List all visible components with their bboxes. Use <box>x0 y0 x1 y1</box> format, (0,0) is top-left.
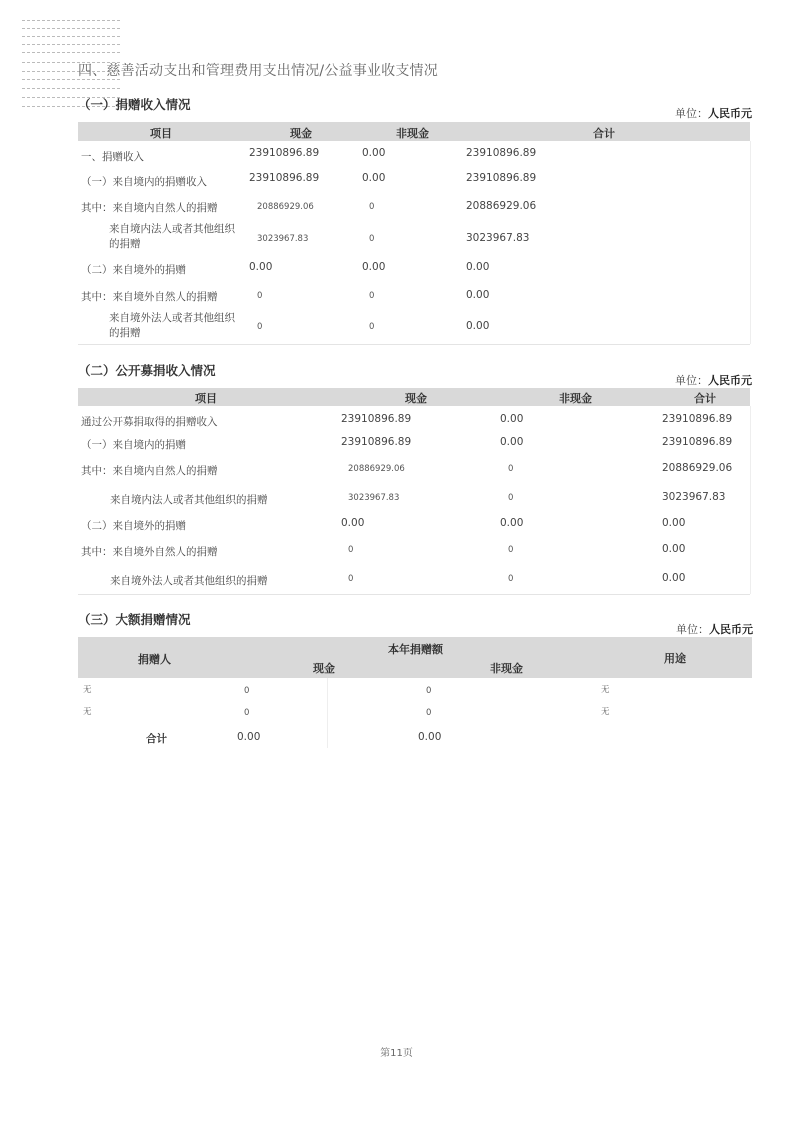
table-row-cash: 0 <box>257 322 263 332</box>
table-row-cash: 0 <box>244 686 250 696</box>
header-total: 合计 <box>694 392 716 405</box>
table-row-noncash: 0 <box>426 708 432 718</box>
page-number: 第11页 <box>380 1048 413 1059</box>
table-row-total: 0.00 <box>466 320 490 332</box>
header-donor: 捐赠人 <box>138 653 171 666</box>
table-row-noncash: 0.00 <box>500 436 524 448</box>
table-row-noncash: 0.00 <box>362 147 386 159</box>
table-row-cash: 3023967.83 <box>257 234 309 244</box>
header-cash: 现金 <box>313 662 335 675</box>
section1-unit: 单位：人民币元 <box>675 107 752 120</box>
table-row-cash: 0 <box>348 545 354 555</box>
table-row-total: 23910896.89 <box>466 172 537 184</box>
table-row-item: 一、捐赠收入 <box>81 151 144 163</box>
total-cash: 0.00 <box>237 731 261 743</box>
section3-table-header <box>78 637 752 678</box>
table-row-item: 来自境外法人或者其他组织的捐赠 <box>110 575 268 587</box>
table-row-total: 0.00 <box>662 517 686 529</box>
table-row-noncash: 0 <box>369 291 375 301</box>
table-row-noncash: 0.00 <box>362 172 386 184</box>
table-row-cash: 23910896.89 <box>341 413 412 425</box>
table-row-item: 其中：来自境内自然人的捐赠 <box>81 202 218 214</box>
section1-table-header <box>78 122 750 141</box>
table-row-noncash: 0.00 <box>362 261 386 273</box>
header-noncash: 非现金 <box>396 127 429 140</box>
table-row-noncash: 0 <box>508 574 514 584</box>
header-purpose: 用途 <box>664 652 686 665</box>
table-row-item: （一）来自境内的捐赠收入 <box>81 176 207 188</box>
table-row-total: 23910896.89 <box>662 436 733 448</box>
table-row-cash: 23910896.89 <box>249 147 320 159</box>
table-row-item: （二）来自境外的捐赠 <box>81 520 186 532</box>
table-row-total: 23910896.89 <box>466 147 537 159</box>
table-row-total: 23910896.89 <box>662 413 733 425</box>
table-row-cash: 20886929.06 <box>348 464 405 474</box>
table-row-item: 其中：来自境外自然人的捐赠 <box>81 546 218 558</box>
table-row-cash: 0.00 <box>341 517 365 529</box>
table-row-item: 来自境外法人或者其他组织的捐赠 <box>109 312 235 339</box>
section2-title: （二）公开募捐收入情况 <box>78 363 216 378</box>
table-row-total: 0.00 <box>466 261 490 273</box>
table-row-donor: 无 <box>83 685 92 695</box>
table-row-cash: 0 <box>244 708 250 718</box>
table-row-total: 20886929.06 <box>466 200 537 212</box>
table-row-noncash: 0 <box>369 202 375 212</box>
table-row-item: 通过公开募捐取得的捐赠收入 <box>81 416 218 428</box>
header-noncash: 非现金 <box>559 392 592 405</box>
table-row-item: 来自境内法人或者其他组织的捐赠 <box>109 223 235 250</box>
table-row-total: 3023967.83 <box>466 232 530 244</box>
table-row-purpose: 无 <box>601 707 610 717</box>
table-row-item: （二）来自境外的捐赠 <box>81 264 186 276</box>
table-row-item: 其中：来自境外自然人的捐赠 <box>81 291 218 303</box>
table-row-noncash: 0 <box>508 464 514 474</box>
table-row-total: 3023967.83 <box>662 491 726 503</box>
table-row-donor: 无 <box>83 707 92 717</box>
header-amount-group: 本年捐赠额 <box>388 643 443 656</box>
table-row-noncash: 0 <box>426 686 432 696</box>
header-item: 项目 <box>150 127 172 140</box>
table-row-item: （一）来自境内的捐赠 <box>81 439 186 451</box>
section2-table-header <box>78 388 750 406</box>
table-row-noncash: 0 <box>508 493 514 503</box>
section1-title: （一）捐赠收入情况 <box>78 97 191 112</box>
document-title: 四、慈善活动支出和管理费用支出情况/公益事业收支情况 <box>78 63 438 79</box>
table-row-noncash: 0 <box>369 322 375 332</box>
table-row-total: 0.00 <box>662 543 686 555</box>
section3-unit: 单位：人民币元 <box>676 623 753 636</box>
header-noncash: 非现金 <box>490 662 523 675</box>
section3-title: （三）大额捐赠情况 <box>78 612 191 627</box>
table-row-noncash: 0 <box>369 234 375 244</box>
table-row-cash: 0 <box>348 574 354 584</box>
header-cash: 现金 <box>290 127 312 140</box>
total-label: 合计 <box>146 733 167 745</box>
table-row-total: 0.00 <box>662 572 686 584</box>
header-cash: 现金 <box>405 392 427 405</box>
table-row-noncash: 0.00 <box>500 517 524 529</box>
table-row-total: 20886929.06 <box>662 462 733 474</box>
table-row-cash: 23910896.89 <box>249 172 320 184</box>
total-noncash: 0.00 <box>418 731 442 743</box>
header-item: 项目 <box>195 392 217 405</box>
header-total: 合计 <box>593 127 615 140</box>
table-row-cash: 0.00 <box>249 261 273 273</box>
table-row-total: 0.00 <box>466 289 490 301</box>
table-row-cash: 20886929.06 <box>257 202 314 212</box>
section2-unit: 单位：人民币元 <box>675 374 752 387</box>
table-row-noncash: 0.00 <box>500 413 524 425</box>
table-row-purpose: 无 <box>601 685 610 695</box>
table-row-noncash: 0 <box>508 545 514 555</box>
table-row-item: 来自境内法人或者其他组织的捐赠 <box>110 494 268 506</box>
table-row-cash: 0 <box>257 291 263 301</box>
table-row-cash: 23910896.89 <box>341 436 412 448</box>
table-row-item: 其中：来自境内自然人的捐赠 <box>81 465 218 477</box>
table-row-cash: 3023967.83 <box>348 493 400 503</box>
